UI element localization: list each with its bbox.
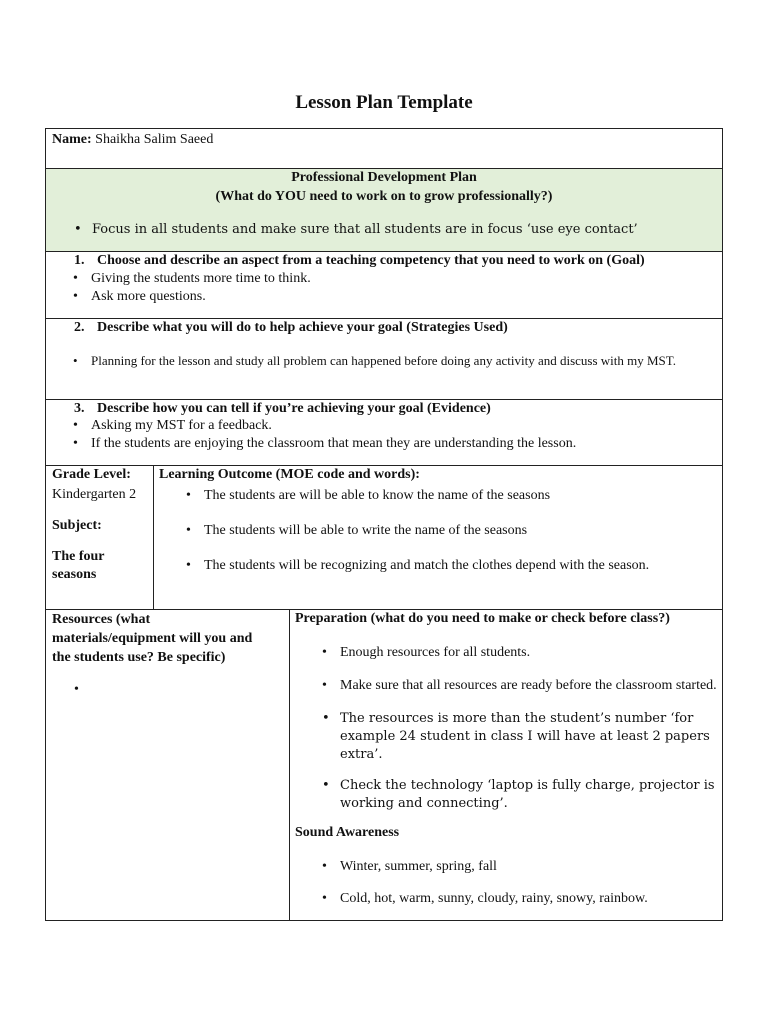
subject-value: The four seasons: [52, 549, 105, 582]
outcome-heading: Learning Outcome (MOE code and words):: [159, 467, 420, 482]
preparation-cell: [289, 609, 723, 921]
page-title: Lesson Plan Template: [295, 92, 473, 113]
pdp-subheading: (What do YOU need to work on to grow professionally?): [215, 189, 553, 204]
sound-item: • Cold, hot, warm, sunny, cloudy, rainy, snowy, rainbow.: [294, 890, 719, 908]
strategies-section: [45, 318, 723, 400]
strategies-number: 2.: [74, 320, 85, 335]
pdp-focus-item: • Focus in all students and make sure that all students are in focus ‘use eye contact’: [46, 222, 722, 237]
goal-section: [45, 251, 723, 319]
resources-cell: [45, 609, 290, 921]
preparation-item: • Make sure that all resources are ready before the classroom started.: [294, 677, 719, 695]
strategies-item: • Planning for the lesson and study all problem can happened before doing any activity and discuss with my MST.: [45, 352, 715, 369]
grade-subject-cell: [45, 465, 154, 610]
goal-item: • Ask more questions.: [45, 288, 705, 306]
goal-heading: Choose and describe an aspect from a teaching competency that you need to work on (Goal): [97, 253, 645, 268]
goal-item: • Giving the students more time to think.: [45, 270, 705, 288]
strategies-heading: Describe what you will do to help achieve your goal (Strategies Used): [97, 320, 508, 335]
sound-item: • Winter, summer, spring, fall: [294, 858, 719, 876]
preparation-item: • The resources is more than the student’s number ‘for example 24 student in class I will have at least 2 papers extra’.: [294, 710, 719, 764]
pdp-heading: Professional Development Plan: [291, 170, 477, 185]
grade-label: Grade Level:: [52, 467, 131, 482]
preparation-item: • Enough resources for all students.: [294, 644, 719, 662]
outcome-item: • The students will be recognizing and match the clothes depend with the season.: [158, 557, 718, 575]
pdp-section: [45, 168, 723, 252]
outcome-item: • The students will be able to write the name of the seasons: [158, 522, 718, 540]
evidence-number: 3.: [74, 401, 85, 416]
grade-value: Kindergarten 2: [52, 487, 137, 502]
goal-number: 1.: [74, 253, 85, 268]
resources-empty-bullet: •: [74, 682, 79, 697]
evidence-item: • If the students are enjoying the classroom that mean they are understanding the lesson.: [45, 435, 705, 453]
resources-heading: Resources (what materials/equipment will you and the students use? Be specific): [52, 612, 253, 665]
preparation-item: • Check the technology ‘laptop is fully charge, projector is working and connecting’.: [294, 777, 719, 813]
preparation-heading: Preparation (what do you need to make or check before class?): [295, 611, 670, 626]
subject-label: Subject:: [52, 518, 102, 533]
outcome-item: • The students are will be able to know the name of the seasons: [158, 487, 718, 505]
name-value: Shaikha Salim Saeed: [95, 132, 214, 147]
sound-awareness-heading: Sound Awareness: [295, 825, 400, 840]
evidence-item: • Asking my MST for a feedback.: [45, 417, 705, 435]
learning-outcome-cell: [153, 465, 723, 610]
name-label: Name:: [52, 132, 92, 147]
name-row: [45, 128, 723, 169]
evidence-heading: Describe how you can tell if you’re achieving your goal (Evidence): [97, 401, 491, 416]
evidence-section: [45, 399, 723, 466]
